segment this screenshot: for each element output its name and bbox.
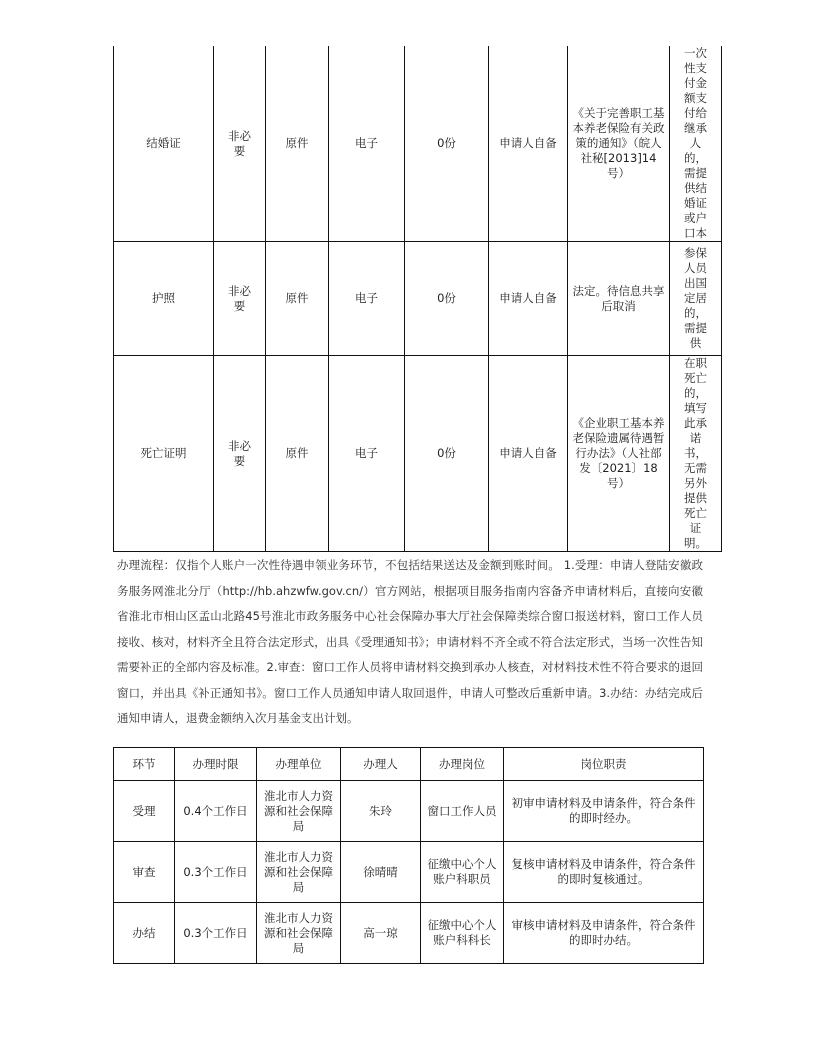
header-person: 办理人: [341, 748, 421, 781]
material-form: 原件: [266, 242, 329, 356]
process-person: 朱玲: [341, 781, 421, 842]
process-post: 征缴中心个人账户科科长: [421, 903, 504, 964]
process-step: 受理: [114, 781, 175, 842]
material-remark: 在职死亡的，填写此承诺书，无需另外提供死亡证明。: [670, 356, 722, 552]
material-form: 原件: [266, 46, 329, 242]
material-row: [114, 356, 722, 552]
material-remark: 一次性支付金额支付给继承人的，需提供结婚证或户口本: [670, 46, 722, 242]
process-row: [114, 903, 704, 964]
process-limit: 0.4个工作日: [175, 781, 257, 842]
process-row: [114, 781, 704, 842]
materials-table: [113, 46, 722, 552]
header-post: 办理岗位: [421, 748, 504, 781]
process-duty: 初审申请材料及申请条件，符合条件的即时经办。: [504, 781, 704, 842]
process-person: 高一琼: [341, 903, 421, 964]
process-post: 窗口工作人员: [421, 781, 504, 842]
process-post: 征缴中心个人账户科职员: [421, 842, 504, 903]
process-person: 徐晴晴: [341, 842, 421, 903]
material-remark: 参保人员出国定居的，需提供: [670, 242, 722, 356]
process-step: 审查: [114, 842, 175, 903]
process-unit: 淮北市人力资源和社会保障局: [257, 842, 341, 903]
process-row: [114, 842, 704, 903]
process-limit: 0.3个工作日: [175, 903, 257, 964]
material-source: 申请人自备: [489, 46, 568, 242]
material-required: 非必要: [214, 242, 266, 356]
header-duty: 岗位职责: [504, 748, 704, 781]
process-table: [113, 747, 704, 964]
material-copies: 0份: [405, 242, 489, 356]
material-row: [114, 46, 722, 242]
material-form: 原件: [266, 356, 329, 552]
material-medium: 电子: [329, 242, 405, 356]
material-name: 结婚证: [114, 46, 214, 242]
process-unit: 淮北市人力资源和社会保障局: [257, 781, 341, 842]
process-limit: 0.3个工作日: [175, 842, 257, 903]
material-name: 死亡证明: [114, 356, 214, 552]
header-step: 环节: [114, 748, 175, 781]
process-unit: 淮北市人力资源和社会保障局: [257, 903, 341, 964]
process-note: 办理流程：仅指个人账户一次性待遇申领业务环节，不包括结果送达及金额到账时间。 1.受理：申请人登陆安徽政务服务网淮北分厅（http://hb.ahzwfw.gov.cn/）官方网站，根据项目服务指南内容备齐申请材料后，直接向安徽省淮北市相山区孟山北路45号淮北市政务服务中心社会保障办事大厅社会保障类综合窗口报送材料，窗口工作人员接收、核对，材料齐全且符合法定形式，出具《受理通知书》；申请材料不齐全或不符合法定形式，当场一次性告知需要补正的全部内容及标准。2.审查：窗口工作人员将申请材料交换到承办人核查，对材料技术性不符合要求的退回窗口，并出具《补正通知书》。窗口工作人员通知申请人取回退件，申请人可整改后重新申请。3.办结：办结完成后通知申请人，退费金额纳入次月基金支出计划。: [117, 558, 703, 725]
material-copies: 0份: [405, 46, 489, 242]
process-header-row: [114, 748, 704, 781]
material-source: 申请人自备: [489, 356, 568, 552]
process-duty: 复核申请材料及申请条件，符合条件的即时复核通过。: [504, 842, 704, 903]
material-required: 非必要: [214, 356, 266, 552]
material-name: 护照: [114, 242, 214, 356]
material-copies: 0份: [405, 356, 489, 552]
header-unit: 办理单位: [257, 748, 341, 781]
material-basis: 《企业职工基本养老保险遗属待遇暂行办法》（人社部发〔2021〕18号）: [568, 356, 670, 552]
material-medium: 电子: [329, 356, 405, 552]
material-basis: 法定。待信息共享后取消: [568, 242, 670, 356]
material-medium: 电子: [329, 46, 405, 242]
material-source: 申请人自备: [489, 242, 568, 356]
material-required: 非必要: [214, 46, 266, 242]
material-row: [114, 242, 722, 356]
process-step: 办结: [114, 903, 175, 964]
header-limit: 办理时限: [175, 748, 257, 781]
material-basis: 《关于完善职工基本养老保险有关政策的通知》（皖人社秘[2013]14号）: [568, 46, 670, 242]
process-duty: 审核申请材料及申请条件，符合条件的即时办结。: [504, 903, 704, 964]
